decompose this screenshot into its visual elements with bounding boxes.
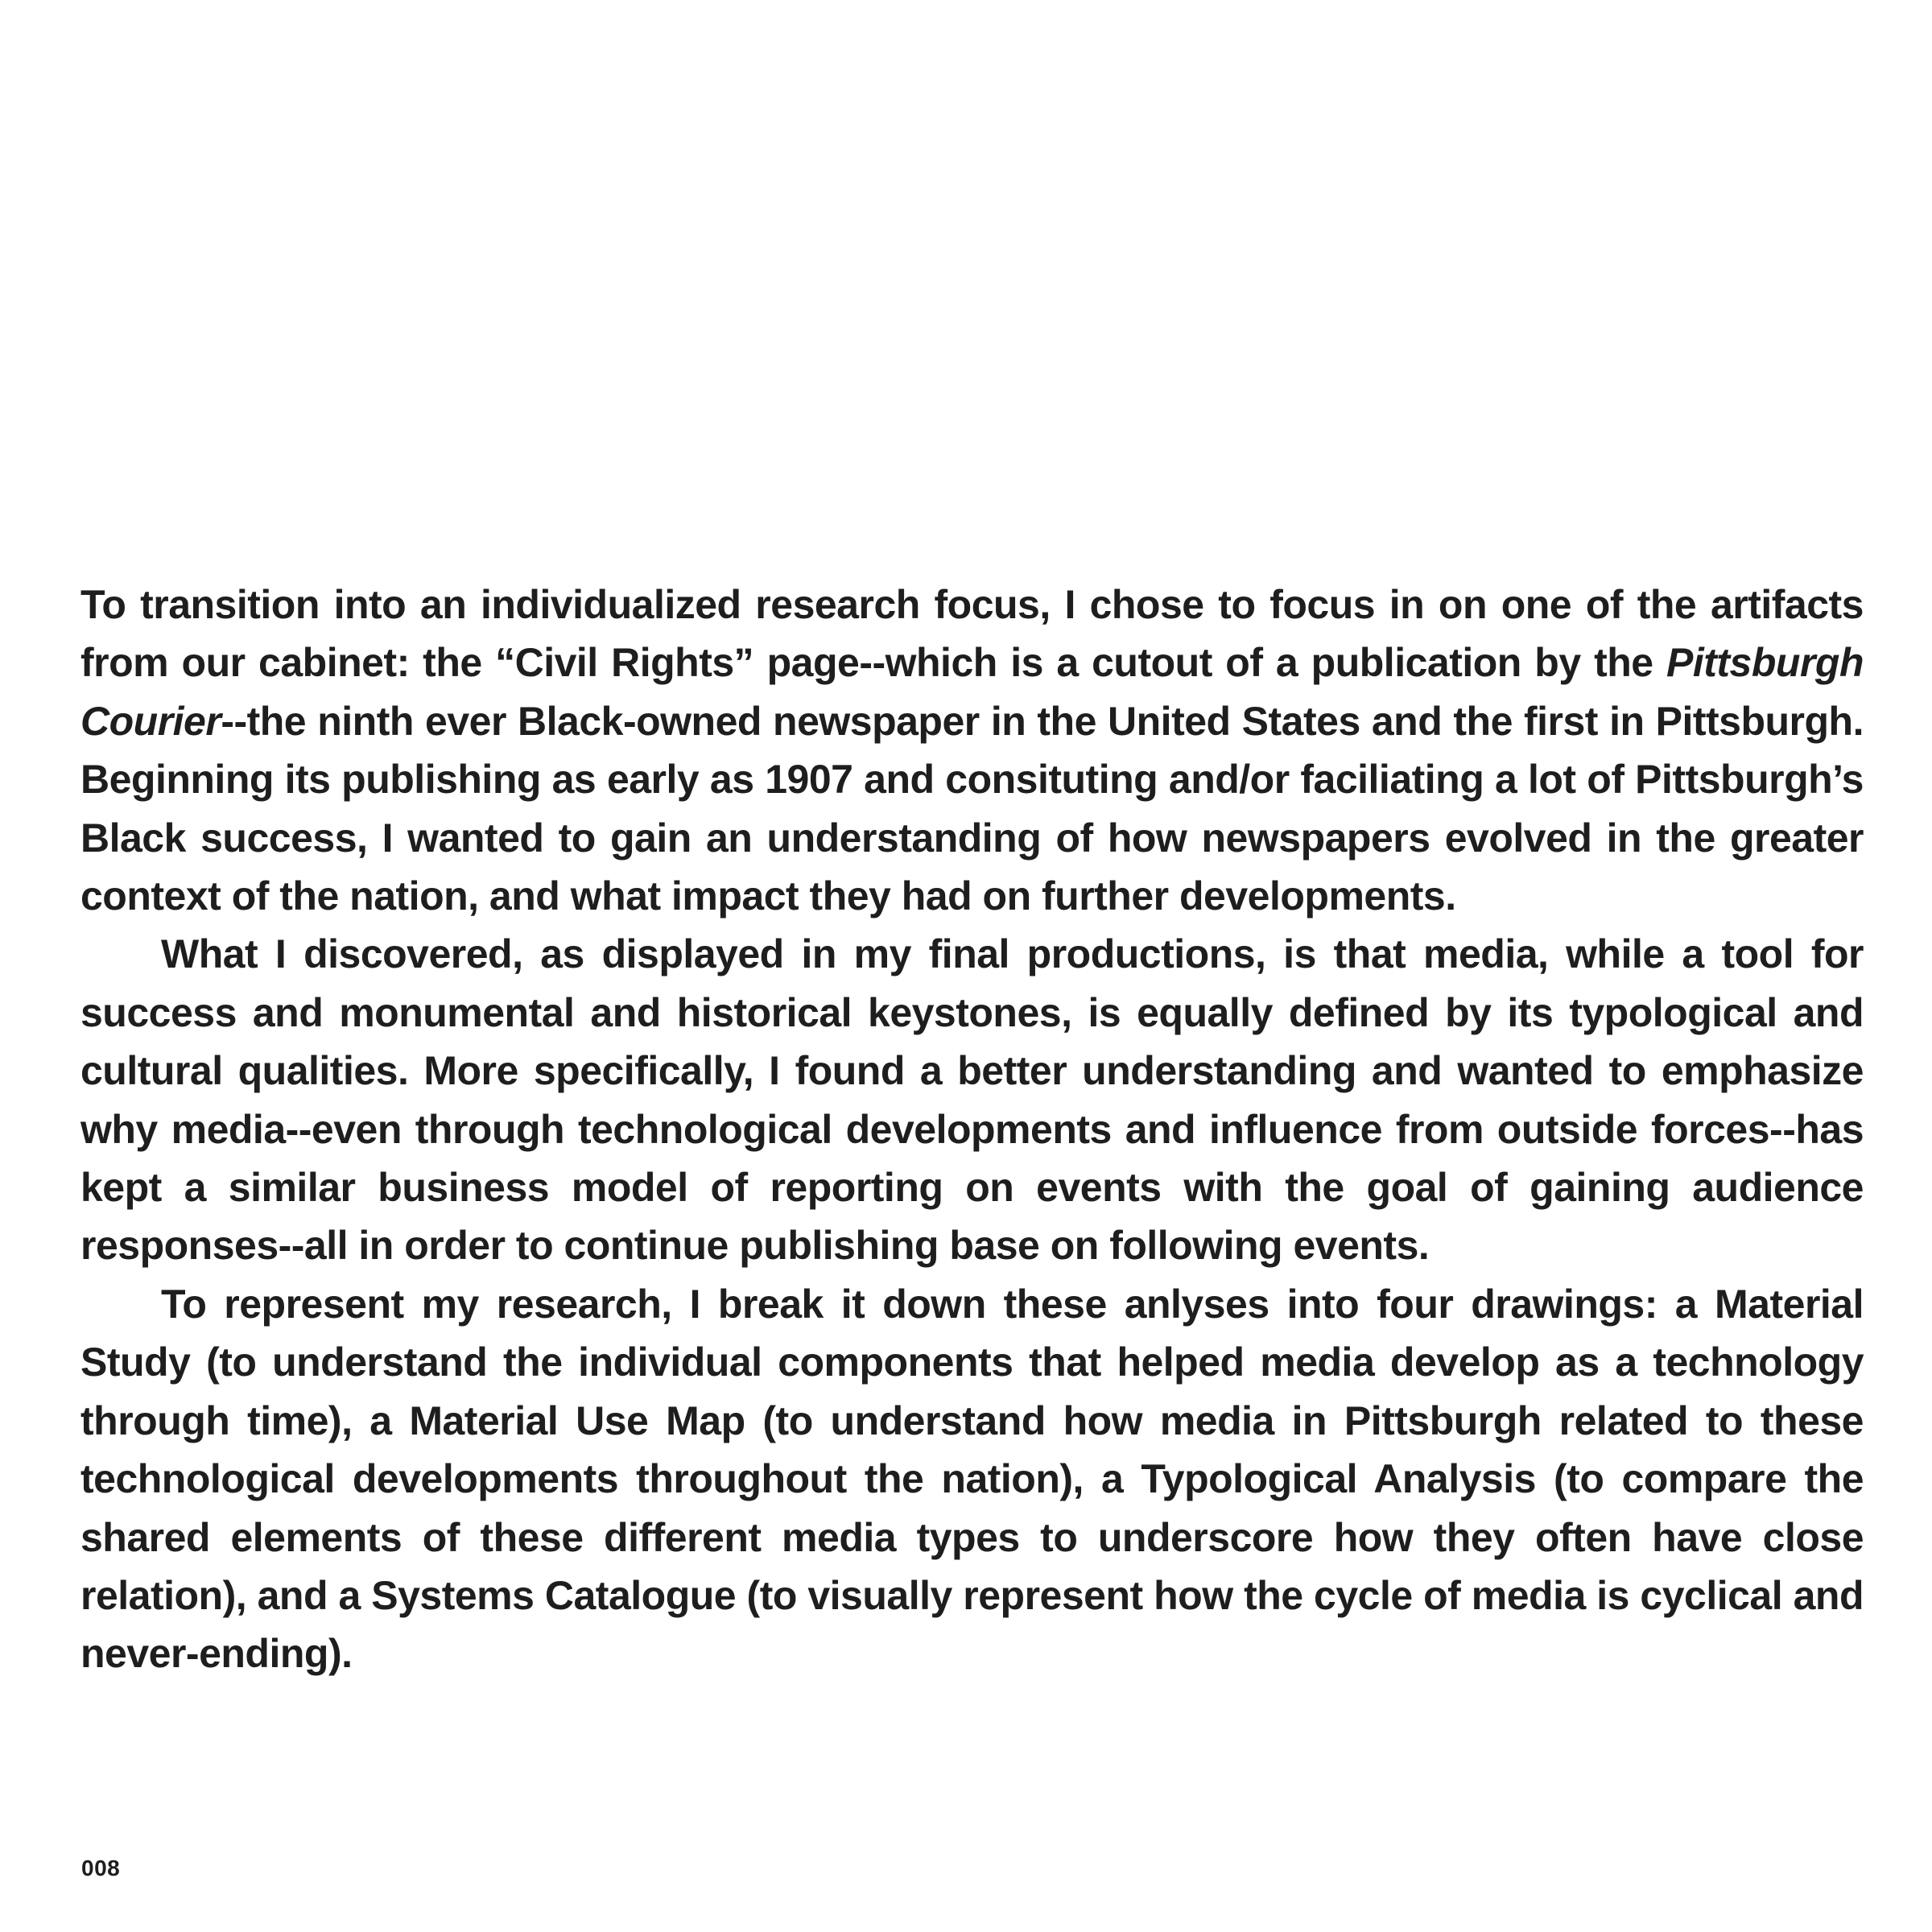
paragraph-methods: To represent my research, I break it down these anlyses into four drawings: a Material Study (to understand the individual components that helped media develop as a technology through time), a Material Use Map (to understand how media in Pittsburgh related to these technological developments throughout the nation), a Typological Analysis (to compare the shared elements of these different media types to underscore how they often have close relation), and a Systems Catalogue (to visually represent how the cycle of media is cyclical and never-ending). [80, 1281, 1864, 1677]
publication-title: Pittsburgh Courier [80, 640, 1864, 744]
paragraph-findings: What I discovered, as displayed in my final productions, is that media, while a tool for success and monumental and historical keystones, is equally defined by its typological and cultural qualities. More specifically, I found a better understanding and wanted to emphasize why media--even through technological developments and influence from outside forces--has kept a similar business model of reporting on events with the goal of gaining audience responses--all in order to continue publishing base on following events. [80, 931, 1864, 1269]
essay-body [80, 576, 1864, 1683]
paragraph-intro-rest: --the ninth ever Black-owned newspaper in the United States and the first in Pittsburgh. Beginning its publishing as early as 1907 and consituting and/or faciliating a lot of Pittsburgh’s Black success, I wanted to gain an understanding of how newspapers evolved in the greater context of the nation, and what impact they had on further developments. [80, 698, 1864, 919]
paragraph-intro [80, 576, 1864, 925]
page-number: 008 [81, 1856, 121, 1880]
paragraph-intro-lead: To transition into an individualized research focus, I chose to focus in on one of the artifacts from our cabinet: the “Civil Rights” page--which is a cutout of a publication by the [80, 582, 1864, 686]
